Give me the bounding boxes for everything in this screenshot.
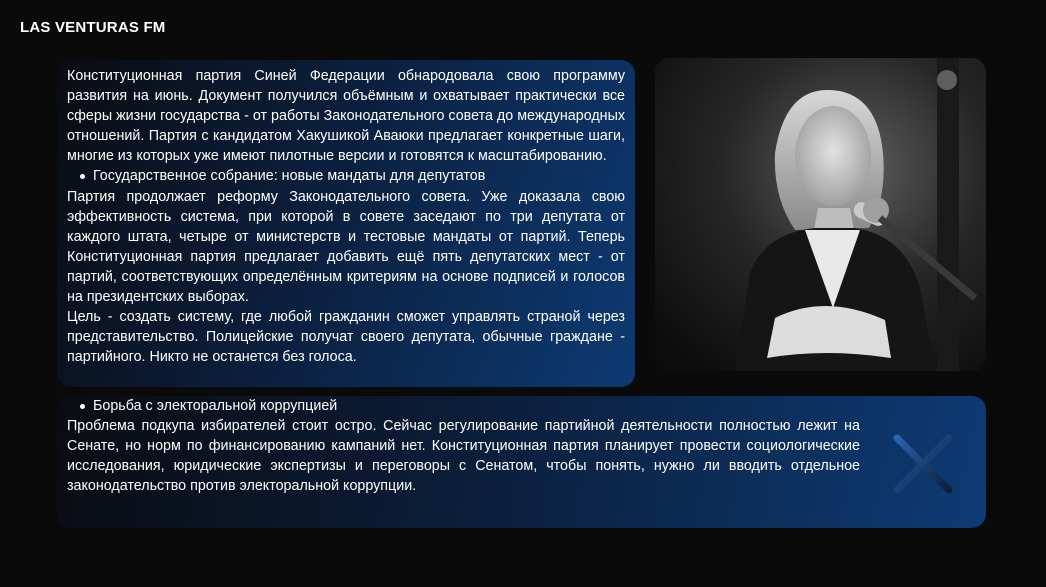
bullet-icon	[80, 404, 85, 409]
section-heading-assembly-label: Государственное собрание: новые мандаты для депутатов	[93, 168, 486, 185]
assembly-paragraph-2: Цель - создать систему, где любой гражданин сможет управлять страной через представительство. Полицейские получат своего депутата, обычные граждане - партийного. Никто не останется без голоса.	[67, 309, 625, 366]
section-heading-assembly	[67, 166, 625, 186]
woman-speaking-microphone-photo-icon	[655, 58, 986, 371]
section-heading-corruption	[67, 396, 860, 416]
assembly-paragraph-1: Партия продолжает реформу Законодательного совета. Уже доказала свою эффективность система, при которой в совете заседают по три депутата от каждого штата, четыре от министерств и тестовые мандаты от партий. Теперь Конституционная партия предлагает добавить ещё пять депутатских мест - от партий, соответствующих определённым критериям на основе подписей и голосов на президентских выборах.	[67, 188, 625, 306]
intro-paragraph: Конституционная партия Синей Федерации обнародовала свою программу развития на июнь. Документ получился объёмным и охватывает практически все сферы жизни государства - от работы Законодательного совета до международных отношений. Партия с кандидатом Хакушикой Аваюки предлагает конкретные шаги, многие из которых уже имеют пилотные версии и готовятся к масштабированию.	[67, 68, 625, 165]
asterisk-icon	[878, 419, 968, 509]
article-card-top	[57, 60, 635, 387]
article-text-top	[67, 66, 625, 367]
bullet-icon	[80, 174, 85, 179]
section-heading-corruption-label: Борьба с электоральной коррупцией	[93, 398, 338, 414]
article-text-bottom	[67, 396, 860, 496]
article-card-bottom	[57, 396, 986, 528]
corruption-paragraph: Проблема подкупа избирателей стоит остро. Сейчас регулирование партийной деятельности полностью лежит на Сенате, но норм по финансированию кампаний нет. Конституционная партия планирует провести социологические исследования, юридические экспертизы и переговоры с Сенатом, чтобы понять, нужно ли вводить отдельное законодательство против электоральной коррупции.	[67, 418, 860, 495]
speaker-photo	[655, 58, 986, 371]
brand-logo: LAS VENTURAS FM	[20, 19, 166, 36]
